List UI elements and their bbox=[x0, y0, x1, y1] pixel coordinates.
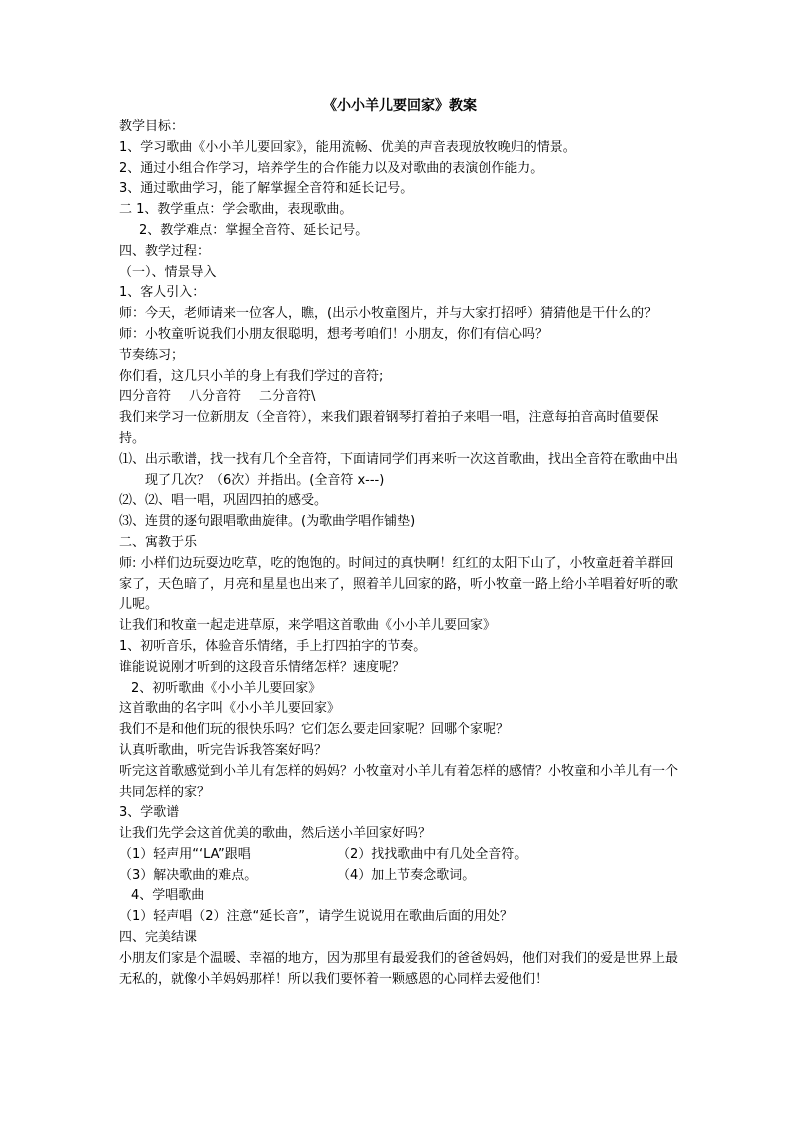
whole-note-intro: 我们来学习一位新朋友（全音符），来我们跟着钢琴打着拍子来唱一唱，注意每拍音高时值要保持。 bbox=[119, 410, 659, 446]
song-name: 这首歌曲的名字叫《小小羊儿要回家》 bbox=[119, 701, 341, 717]
song-intro: 让我们和牧童一起走进草原，来学唱这首歌曲《小小羊儿要回家》 bbox=[119, 618, 497, 634]
learn-song-heading: 4、学唱歌曲 bbox=[131, 888, 205, 904]
score-step-4: （4）加上节奏念歌词。 bbox=[337, 867, 476, 883]
learn-score-heading: 3、学歌谱 bbox=[119, 805, 180, 821]
question-go-home: 我们不是和他们玩的很快乐吗？它们怎么要走回家呢？回哪个家呢？ bbox=[119, 722, 510, 738]
difficult-point: 2、教学难点：掌握全音符、延长记号。 bbox=[139, 222, 369, 238]
step-1: ⑴、出示歌谱，找一找有几个全音符，下面请同学们再来听一次这首歌曲，找出全音符在歌曲中出现了几次？（6次）并指出。(全音符 x---) bbox=[119, 451, 679, 488]
notes-intro: 你们看，这几只小羊的身上有我们学过的音符; bbox=[119, 368, 384, 384]
guest-intro-heading: 1、客人引入： bbox=[119, 285, 206, 301]
after-listen-questions: 听完这首歌感觉到小羊儿有怎样的妈妈？小牧童对小羊儿有着怎样的感情？小牧童和小羊儿有一个共同怎样的家？ bbox=[119, 763, 679, 800]
section-intro-heading: （一）、情景导入 bbox=[119, 264, 217, 280]
key-point: 二 1、教学重点：学会歌曲，表现歌曲。 bbox=[119, 202, 353, 218]
first-listen-music: 1、初听音乐，体验音乐情绪，手上打四拍字的节奏。 bbox=[119, 638, 427, 654]
quarter-note-label: 四分音符 bbox=[119, 389, 172, 405]
first-listen-song: 2、初听歌曲《小小羊儿要回家》 bbox=[131, 680, 322, 696]
objective-1: 1、学习歌曲《小小羊儿要回家》，能用流畅、优美的声音表现放牧晚归的情景。 bbox=[119, 139, 576, 155]
story-paragraph: 师: 小样们边玩耍边吃草，吃的饱饱的。时间过的真快啊！红红的太阳下山了，小牧童赶着羊群回家了，天色暗了，月亮和星星也出来了，照着羊儿回家的路，听小牧童一路上给小羊唱着好听的歌儿呢。 bbox=[119, 555, 679, 613]
section-2-heading: 二、寓教于乐 bbox=[119, 534, 198, 550]
listen-carefully: 认真听歌曲，听完告诉我答案好吗？ bbox=[119, 742, 328, 758]
half-note-label: 二分音符\ bbox=[259, 389, 316, 405]
score-step-1: （1）轻声用“‘LA”跟唱 bbox=[119, 846, 251, 862]
score-steps-row-2 bbox=[119, 866, 681, 887]
step-3: ⑶、连贯的逐句跟唱歌曲旋律。(为歌曲学唱作铺垫) bbox=[119, 514, 416, 530]
step-2: ⑵、⑵、唱一唱，巩固四拍的感受。 bbox=[119, 493, 328, 509]
process-heading: 四、教学过程： bbox=[119, 243, 211, 259]
teacher-line-1: 师：今天，老师请来一位客人，瞧，(出示小牧童图片，并与大家打招呼）猜猜他是干什么的？ bbox=[119, 306, 658, 322]
mood-question: 谁能说说刚才听到的这段音乐情绪怎样？速度呢？ bbox=[119, 659, 406, 675]
learn-score-intro: 让我们先学会这首优美的歌曲，然后送小羊回家好吗？ bbox=[119, 826, 432, 842]
eighth-note-label: 八分音符 bbox=[189, 389, 242, 405]
conclusion-heading: 四、完美结课 bbox=[119, 930, 198, 946]
objective-3: 3、通过歌曲学习，能了解掌握全音符和延长记号。 bbox=[119, 181, 414, 197]
score-steps-row-1 bbox=[119, 845, 681, 866]
objective-2: 2、通过小组合作学习，培养学生的合作能力以及对歌曲的表演创作能力。 bbox=[119, 160, 544, 176]
conclusion-paragraph: 小朋友们家是个温暖、幸福的地方，因为那里有最爱我们的爸爸妈妈，他们对我们的爱是世界上最无私的，就像小羊妈妈那样！所以我们要怀着一颗感恩的心同样去爱他们！ bbox=[119, 950, 679, 987]
objectives-heading: 教学目标： bbox=[119, 119, 185, 134]
learn-song-steps: （1）轻声唱（2）注意“延长音”，请学生说说用在歌曲后面的用处？ bbox=[119, 909, 514, 925]
score-step-3: （3）解决歌曲的难点。 bbox=[119, 867, 258, 883]
score-step-2: （2）找找歌曲中有几处全音符。 bbox=[337, 846, 528, 862]
rhythm-practice: 节奏练习； bbox=[119, 347, 185, 363]
teacher-line-2: 师：小牧童听说我们小朋友很聪明，想考考咱们！小朋友，你们有信心吗？ bbox=[119, 326, 549, 342]
document-page bbox=[119, 96, 681, 990]
document-title: 《小小羊儿要回家》教案 bbox=[323, 98, 477, 114]
note-types-row bbox=[119, 387, 681, 408]
